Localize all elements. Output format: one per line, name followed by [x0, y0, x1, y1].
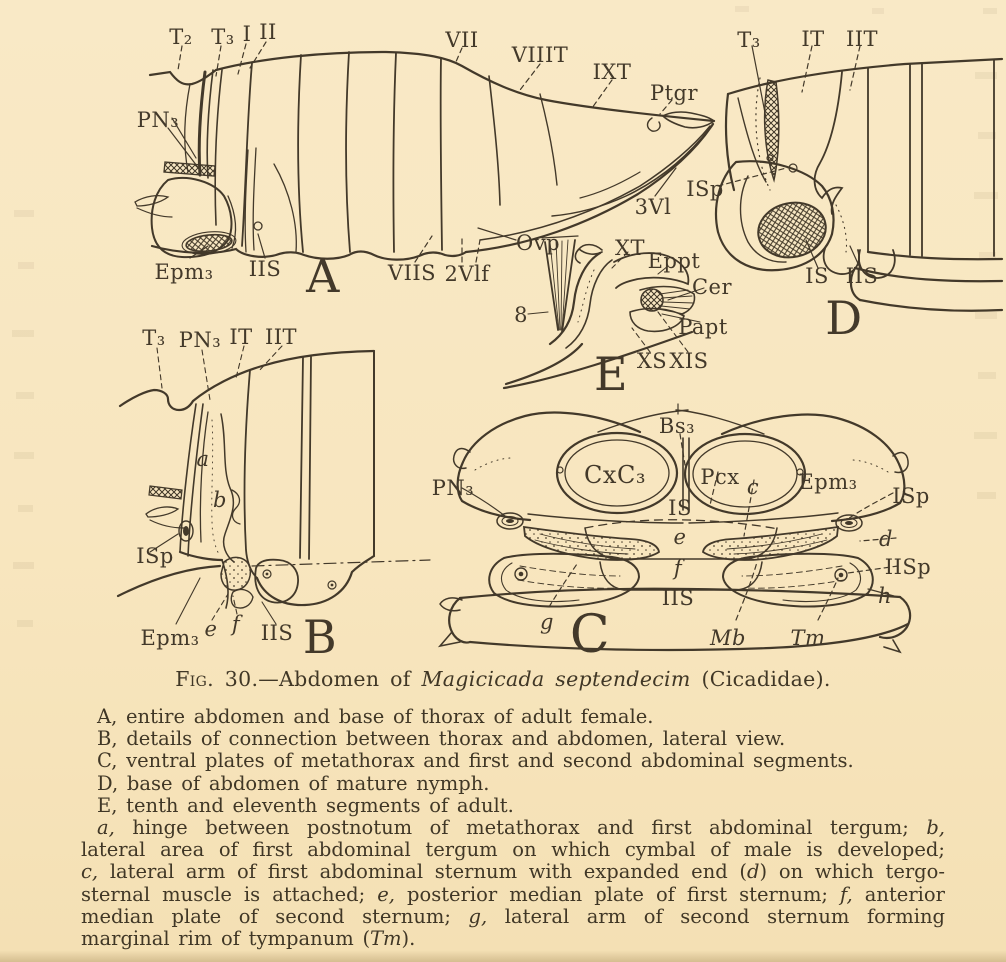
legend-text: B, details of connection between thorax and abdomen, lateral view.: [97, 727, 786, 751]
legend-line: [81, 795, 945, 817]
legend-line: [81, 817, 945, 839]
legend-italic-term: e,: [377, 882, 395, 906]
fig-c-label-d: d: [879, 527, 893, 551]
fig-a-label-vii: VII: [445, 28, 479, 52]
fig-a-label-pn: PN₃: [136, 108, 180, 132]
fig-c-label-c: C: [569, 605, 611, 665]
legend-text: sternal muscle is attached;: [81, 882, 378, 906]
legend-text: posterior median plate of first sternum;: [394, 882, 841, 906]
fig-b-label-iit: IIT: [264, 325, 298, 349]
legend-text: lateral arm of first abdominal sternum with expanded end (: [98, 860, 748, 884]
fig-d-label-d: D: [825, 291, 863, 345]
fig-b-label-f: f: [231, 612, 241, 636]
fig-b-label-isp: ISp: [136, 544, 174, 568]
fig-c-label-iis: IIS: [661, 586, 695, 610]
fig-c-label-iisp: IISp: [884, 555, 932, 579]
legend-line: [81, 928, 945, 950]
figure-b-drawing: [118, 346, 430, 624]
legend-line: [81, 906, 945, 928]
legend-italic-term: f,: [840, 882, 853, 906]
fig-e-label-8: 8: [514, 303, 528, 327]
fig-c-label-pcx: Pcx: [700, 465, 740, 489]
legend-italic-term: Tm: [370, 927, 402, 951]
fig-d-label-iis: IIS: [845, 264, 879, 288]
fig-c-label-h: h: [877, 584, 893, 608]
legend-italic-term: c,: [81, 860, 99, 884]
fig-e-label-cer: Cer: [691, 275, 733, 299]
figure-caption: [20, 667, 986, 691]
legend-text: A, entire abdomen and base of thorax of adult female.: [97, 705, 654, 728]
fig-a-label-2vlf: 2Vlf: [444, 262, 490, 286]
legend-text: marginal rim of tympanum (: [81, 927, 371, 951]
fig-c-label-c: c: [746, 475, 760, 499]
fig-c-label-isp: ISp: [892, 484, 930, 508]
fig-a-label-iis: IIS: [248, 257, 282, 281]
legend-text: ).: [401, 927, 416, 951]
legend-line: [81, 861, 945, 883]
fig-c-label-epm: Epm₃: [798, 470, 858, 494]
fig-b-label-it: IT: [229, 325, 253, 349]
fig-a-label-viis: VIIS: [387, 261, 437, 285]
caption-species-name: Magicicada septendecim: [421, 667, 691, 691]
fig-e-label-xis: XIS: [669, 349, 709, 373]
legend-text: lateral arm of second sternum forming: [487, 904, 945, 928]
caption-fig-abbrev: Fig.: [175, 667, 214, 691]
fig-a-label-ptgr: Ptgr: [649, 81, 699, 105]
fig-a-label-a: A: [306, 249, 340, 303]
legend-text: median plate of second sternum;: [81, 904, 469, 928]
fig-a-label-t: T₃: [211, 25, 235, 49]
fig-a-label-epm: Epm₃: [154, 260, 214, 284]
fig-c-label-cxc: CxC₃: [584, 461, 646, 489]
legend-italic-term: a,: [97, 816, 115, 840]
legend-line: [81, 884, 945, 906]
fig-e-label-eppt: Eppt: [647, 249, 701, 273]
fig-b-label-pn: PN₃: [178, 328, 222, 352]
legend-line: [81, 728, 945, 750]
fig-c-label-is: IS: [668, 496, 692, 520]
fig-a-label-3vl: 3Vl: [634, 195, 672, 219]
fig-b-label-epm: Epm₃: [140, 626, 200, 650]
fig-b-label-e: e: [204, 617, 218, 641]
fig-d-label-iit: IIT: [845, 27, 879, 51]
fig-a-label-t: T₂: [169, 25, 193, 49]
fig-c-label-pn: PN₃: [431, 476, 475, 500]
fig-b-label-b: B: [302, 610, 338, 664]
figure-legend-text: [81, 706, 945, 950]
legend-line: [81, 773, 945, 795]
fig-a-label-viiit: VIIIT: [511, 43, 569, 67]
fig-b-label-a: a: [196, 447, 210, 471]
legend-text: ) on which tergo-: [759, 860, 945, 884]
legend-italic-term: d: [747, 860, 760, 884]
legend-text: anterior: [852, 882, 945, 906]
fig-e-label-papt: Papt: [678, 315, 728, 339]
fig-a-label-ovp: Ovp: [515, 231, 561, 255]
fig-c-label-tm: Tm: [790, 626, 826, 650]
fig-b-label-t: T₃: [142, 326, 166, 350]
legend-text: E, tenth and eleventh segments of adult.: [97, 793, 514, 817]
fig-a-label-i: I: [242, 22, 252, 46]
legend-text: hinge between postnotum of metathorax and first abdominal tergum;: [114, 816, 927, 840]
fig-d-label-it: IT: [801, 27, 825, 51]
fig-c-label-mb: Mb: [710, 626, 746, 650]
fig-b-label-b: b: [213, 488, 227, 512]
fig-e-label-xs: XS: [636, 349, 668, 373]
fig-d-label-t: T₃: [737, 28, 761, 52]
legend-line: [81, 839, 945, 861]
caption-number-and-title: 30.—Abdomen of: [213, 667, 422, 691]
fig-a-label-ii: II: [259, 20, 277, 44]
fig-c-label-e: e: [673, 525, 687, 549]
legend-line: [81, 750, 945, 772]
fig-c-label-f: f: [673, 556, 683, 580]
legend-line: [81, 706, 945, 728]
fig-e-label-e: E: [593, 347, 629, 401]
legend-italic-term: b,: [926, 816, 945, 840]
fig-e-label-xt: XT: [615, 236, 645, 260]
legend-italic-term: g,: [468, 904, 488, 928]
legend-text: lateral area of first abdominal tergum on which cymbal of male is developed;: [81, 838, 945, 862]
fig-b-label-iis: IIS: [260, 621, 294, 645]
caption-family: (Cicadidae).: [690, 667, 831, 691]
legend-text: C, ventral plates of metathorax and first and second abdominal segments.: [97, 749, 854, 773]
fig-c-label-bs: Bs₃: [658, 414, 696, 438]
fig-d-label-isp: ISp: [686, 177, 724, 201]
fig-a-label-ixt: IXT: [592, 60, 632, 84]
legend-text: D, base of abdomen of mature nymph.: [97, 771, 490, 795]
fig-d-label-is: IS: [805, 264, 829, 288]
fig-c-label-g: g: [540, 610, 554, 634]
